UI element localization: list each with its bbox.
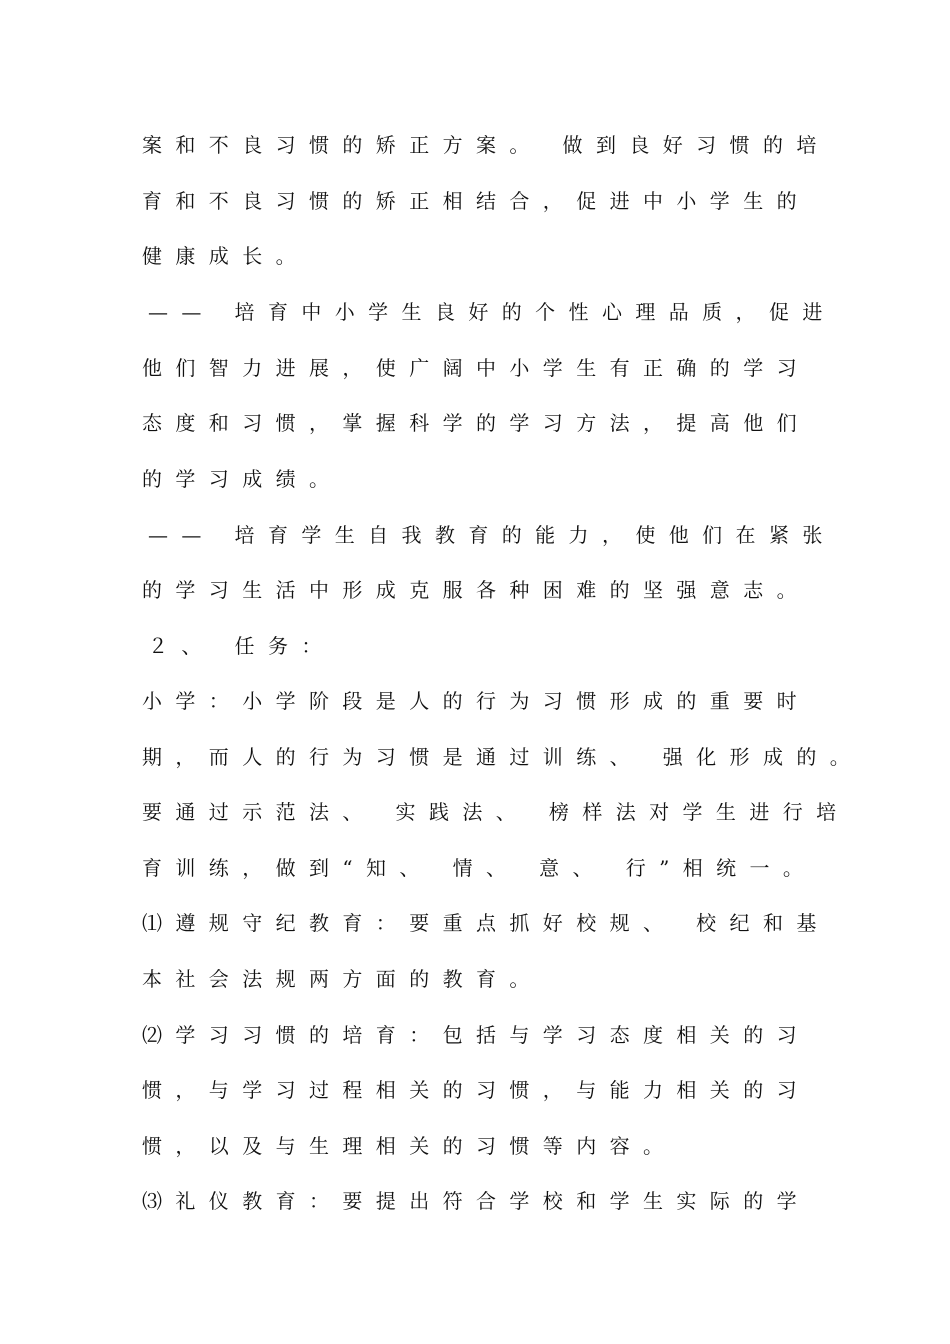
text-line: 他们智力进展，使广阔中小学生有正确的学习 [142,356,810,380]
text-line: —— 培育学生自我教育的能力，使他们在紧张 [148,523,836,547]
text-line: 期，而人的行为习惯是通过训练、 强化形成的。 [142,745,864,769]
text-line: ⑴遵规守纪教育：要重点抓好校规、 校纪和基 [142,911,830,935]
text-line: 态度和习惯，掌握科学的学习方法，提高他们 [142,411,810,435]
text-line: 本社会法规两方面的教育。 [142,967,543,991]
text-line: 案和不良习惯的矫正方案。 做到良好习惯的培 [142,133,830,157]
text-line: 惯，以及与生理相关的习惯等内容。 [142,1134,677,1158]
text-line: 要通过示范法、 实践法、 榜样法对学生进行培 [142,800,850,824]
section-heading: ２、 任务： [148,634,335,658]
text-line: ⑵学习习惯的培育：包括与学习态度相关的习 [142,1023,810,1047]
text-line: ⑶礼仪教育：要提出符合学校和学生实际的学 [142,1189,810,1213]
text-line: 健康成长。 [142,244,309,268]
text-line: 惯，与学习过程相关的习惯，与能力相关的习 [142,1078,810,1102]
text-line: 的学习成绩。 [142,467,343,491]
text-line: 育训练，做到“知、 情、 意、 行”相统一。 [142,856,817,880]
text-line: 小学：小学阶段是人的行为习惯形成的重要时 [142,689,810,713]
text-line: 育和不良习惯的矫正相结合，促进中小学生的 [142,189,810,213]
text-line: —— 培育中小学生良好的个性心理品质，促进 [148,300,836,324]
text-line: 的学习生活中形成克服各种困难的坚强意志。 [142,578,810,602]
